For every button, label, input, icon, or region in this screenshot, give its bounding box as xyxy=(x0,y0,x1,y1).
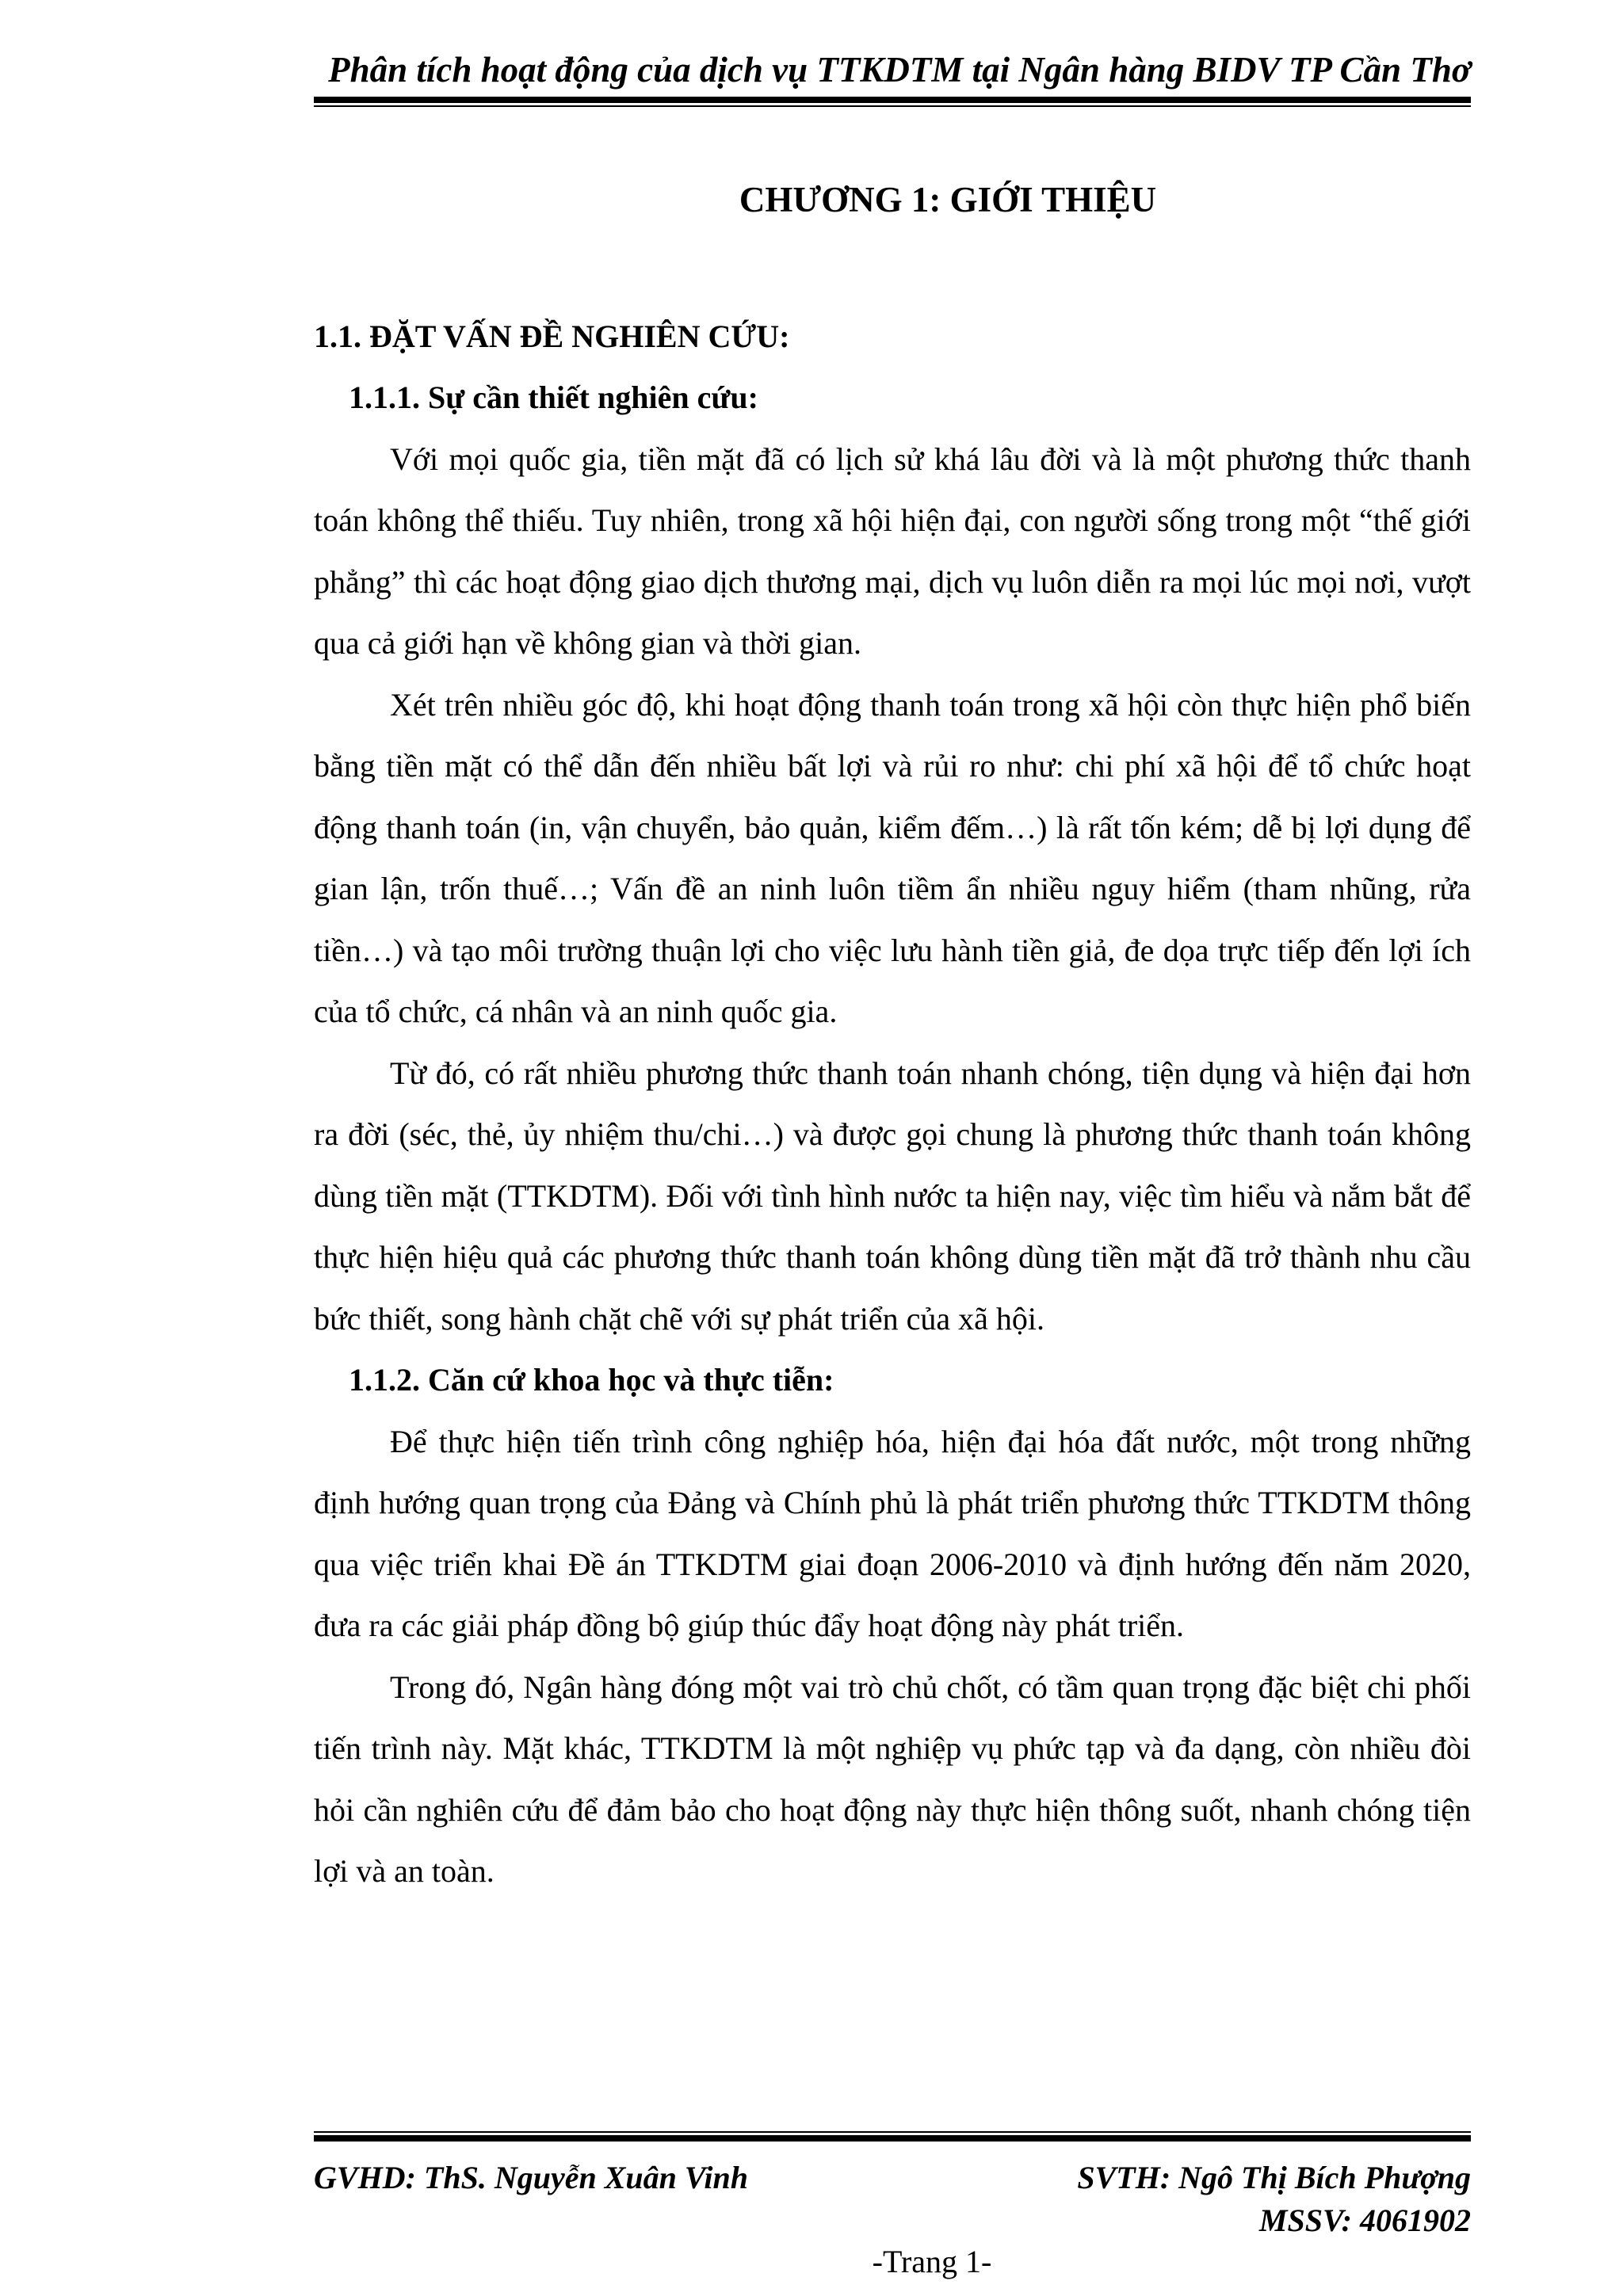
section-heading: 1.1. ĐẶT VẤN ĐỀ NGHIÊN CỨU: xyxy=(314,318,790,354)
page-number: -Trang 1- xyxy=(872,2244,992,2279)
footer-student-id: MSSV: 4061902 xyxy=(1258,2203,1471,2238)
footer-rule xyxy=(314,2131,1471,2142)
paragraph: Trong đó, Ngân hàng đóng một vai trò chủ chốt, có tầm quan trọng đặc biệt chi phối tiến trình này. Mặt khác, TTKDTM là một nghiệp vụ phức tạp và đa dạng, còn nhiều đòi hỏi cần nghiên cứu để đảm bảo cho hoạt động này thực hiện thông suốt, nhanh chóng tiện lợi và an toàn. xyxy=(314,1669,1471,1889)
footer-student-name: SVTH: Ngô Thị Bích Phượng xyxy=(1077,2160,1471,2195)
footer-advisor: GVHD: ThS. Nguyễn Xuân Vinh xyxy=(314,2160,748,2195)
subsection-heading-2: 1.1.2. Căn cứ khoa học và thực tiễn: xyxy=(349,1362,834,1398)
subsection-heading-1: 1.1.1. Sự cần thiết nghiên cứu: xyxy=(349,379,758,415)
paragraph: Để thực hiện tiến trình công nghiệp hóa, hiện đại hóa đất nước, một trong những định hướng quan trọng của Đảng và Chính phủ là phát triển phương thức TTKDTM thông qua việc triển khai Đề án TTKDTM giai đoạn 2006-2010 và định hướng đến năm 2020, đưa ra các giải pháp đồng bộ giúp thúc đẩy hoạt động này phát triển. xyxy=(314,1423,1471,1643)
paragraph: Xét trên nhiều góc độ, khi hoạt động thanh toán trong xã hội còn thực hiện phổ biến bằng tiền mặt có thể dẫn đến nhiều bất lợi và rủi ro như: chi phí xã hội để tổ chức hoạt động thanh toán (in, vận chuyển, bảo quản, kiểm đếm…) là rất tốn kém; dễ bị lợi dụng để gian lận, trốn thuế…; Vấn đề an ninh luôn tiềm ẩn nhiều nguy hiểm (tham nhũng, rửa tiền…) và tạo môi trường thuận lợi cho việc lưu hành tiền giả, đe dọa trực tiếp đến lợi ích của tổ chức, cá nhân và an ninh quốc gia. xyxy=(314,686,1471,1029)
header-rule xyxy=(314,97,1471,107)
body-content xyxy=(314,306,1471,1902)
paragraph: Với mọi quốc gia, tiền mặt đã có lịch sử khá lâu đời và là một phương thức thanh toán không thể thiếu. Tuy nhiên, trong xã hội hiện đại, con người sống trong một “thế giới phẳng” thì các hoạt động giao dịch thương mại, dịch vụ luôn diễn ra mọi lúc mọi nơi, vượt qua cả giới hạn về không gian và thời gian. xyxy=(314,441,1471,661)
running-header-title: Phân tích hoạt động của dịch vụ TTKDTM tại Ngân hàng BIDV TP Cần Thơ xyxy=(328,50,1471,90)
footer-student-block xyxy=(951,2157,1471,2242)
paragraph: Từ đó, có rất nhiều phương thức thanh toán nhanh chóng, tiện dụng và hiện đại hơn ra đời (séc, thẻ, ủy nhiệm thu/chi…) và được gọi chung là phương thức thanh toán không dùng tiền mặt (TTKDTM). Đối với tình hình nước ta hiện nay, việc tìm hiểu và nắm bắt để thực hiện hiệu quả các phương thức thanh toán không dùng tiền mặt đã trở thành nhu cầu bức thiết, song hành chặt chẽ với sự phát triển của xã hội. xyxy=(314,1055,1471,1337)
chapter-title: CHƯƠNG 1: GIỚI THIỆU xyxy=(739,180,1157,219)
